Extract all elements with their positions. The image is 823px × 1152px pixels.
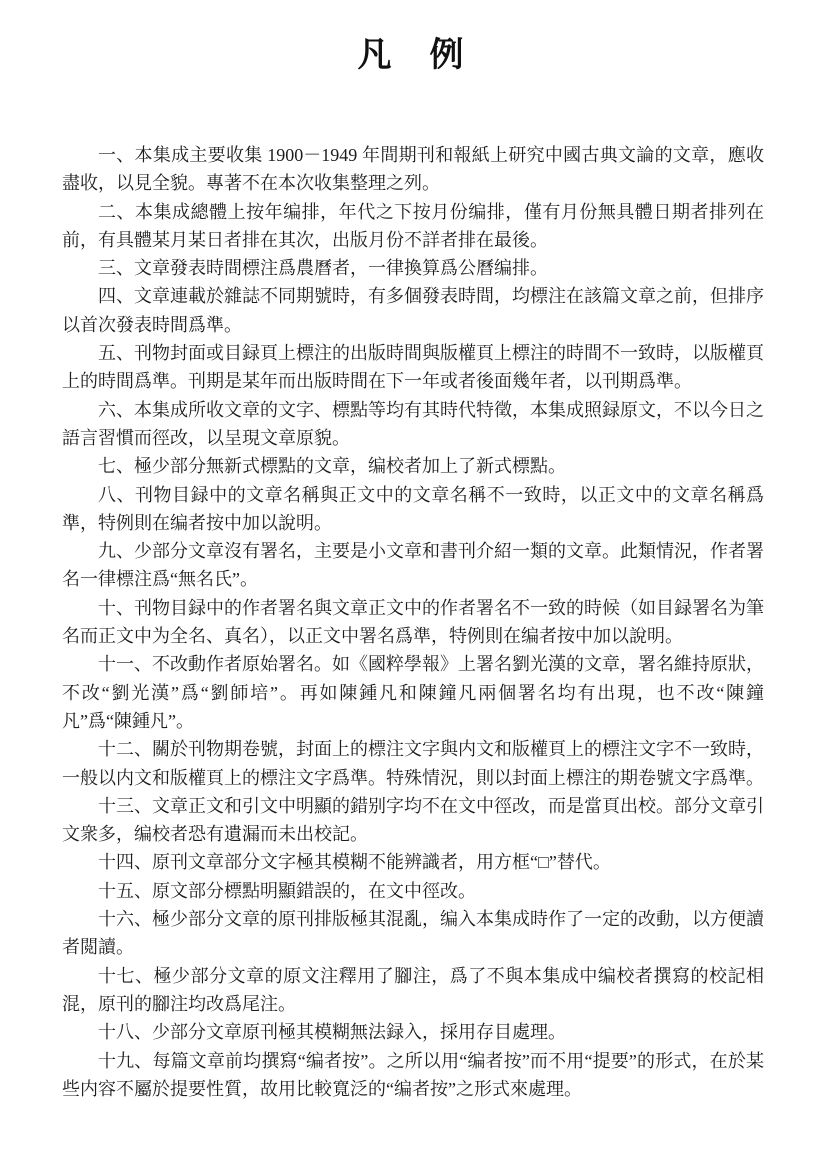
- fanli-item-2: 二、本集成總體上按年编排，年代之下按月份编排，僅有月份無具體日期者排列在前，有具體某月某日者排在其次，出版月份不詳者排在最後。: [62, 201, 764, 250]
- document-body: [62, 141, 764, 1103]
- fanli-item-4: 四、文章連載於雜誌不同期號時，有多個發表時間，均標注在該篇文章之前，但排序以首次發表時間爲準。: [62, 286, 764, 335]
- fanli-item-6: 六、本集成所收文章的文字、標點等均有其時代特徵，本集成照録原文，不以今日之語言習慣而徑改，以呈現文章原貌。: [62, 399, 764, 448]
- fanli-item-9: 九、少部分文章沒有署名，主要是小文章和書刊介紹一類的文章。此類情況，作者署名一律標注爲“無名氏”。: [62, 541, 764, 590]
- page-title: 凡 例: [357, 37, 466, 74]
- fanli-item-18: 十八、少部分文章原刊極其模糊無法録入，採用存目處理。: [98, 1022, 566, 1043]
- fanli-item-7: 七、極少部分無新式標點的文章，编校者加上了新式標點。: [98, 456, 566, 477]
- fanli-item-14: 十四、原刊文章部分文字極其模糊不能辨識者，用方框“□”替代。: [98, 852, 611, 873]
- fanli-item-11: 十一、不改動作者原始署名。如《國粹學報》上署名劉光漢的文章，署名維持原狀，不改“劉光漢”爲“劉師培”。再如陳鍾凡和陳鐘凡兩個署名均有出現，也不改“陳鐘凡”爲“陳鍾凡”。: [62, 654, 764, 731]
- fanli-item-8: 八、刊物目録中的文章名稱與正文中的文章名稱不一致時，以正文中的文章名稱爲準，特例則在编者按中加以說明。: [62, 484, 764, 533]
- fanli-item-17: 十七、極少部分文章的原文注釋用了腳注，爲了不與本集成中编校者撰寫的校記相混，原刊的腳注均改爲尾注。: [62, 965, 764, 1014]
- fanli-item-5: 五、刊物封面或目録頁上標注的出版時間與版權頁上標注的時間不一致時，以版權頁上的時間爲準。刊期是某年而出版時間在下一年或者後面幾年者，以刊期爲準。: [62, 343, 764, 392]
- fanli-item-10: 十、刊物目録中的作者署名與文章正文中的作者署名不一致的時候（如目録署名为筆名而正文中为全名、真名），以正文中署名爲準，特例則在编者按中加以說明。: [62, 597, 764, 647]
- fanli-item-1: 一、本集成主要收集 1900－1949 年間期刊和報紙上研究中國古典文論的文章，應收盡收，以見全貌。專著不在本次收集整理之列。: [62, 145, 764, 194]
- fanli-item-16: 十六、極少部分文章的原刊排版極其混亂，编入本集成時作了一定的改動，以方便讀者閲讀。: [62, 909, 764, 958]
- fanli-item-13: 十三、文章正文和引文中明顯的錯别字均不在文中徑改，而是當頁出校。部分文章引文衆多，编校者恐有遺漏而未出校記。: [62, 795, 764, 845]
- fanli-item-15: 十五、原文部分標點明顯錯誤的，在文中徑改。: [98, 880, 476, 901]
- fanli-item-12: 十二、關於刊物期卷號，封面上的標注文字與内文和版權頁上的標注文字不一致時，一般以内文和版權頁上的標注文字爲準。特殊情況，則以封面上標注的期卷號文字爲準。: [62, 739, 764, 788]
- fanli-item-19: 十九、每篇文章前均撰寫“编者按”。之所以用“编者按”而不用“提要”的形式，在於某些内容不屬於提要性質，故用比較寬泛的“编者按”之形式來處理。: [62, 1050, 764, 1099]
- fanli-item-3: 三、文章發表時間標注爲農曆者，一律換算爲公曆编排。: [98, 258, 548, 279]
